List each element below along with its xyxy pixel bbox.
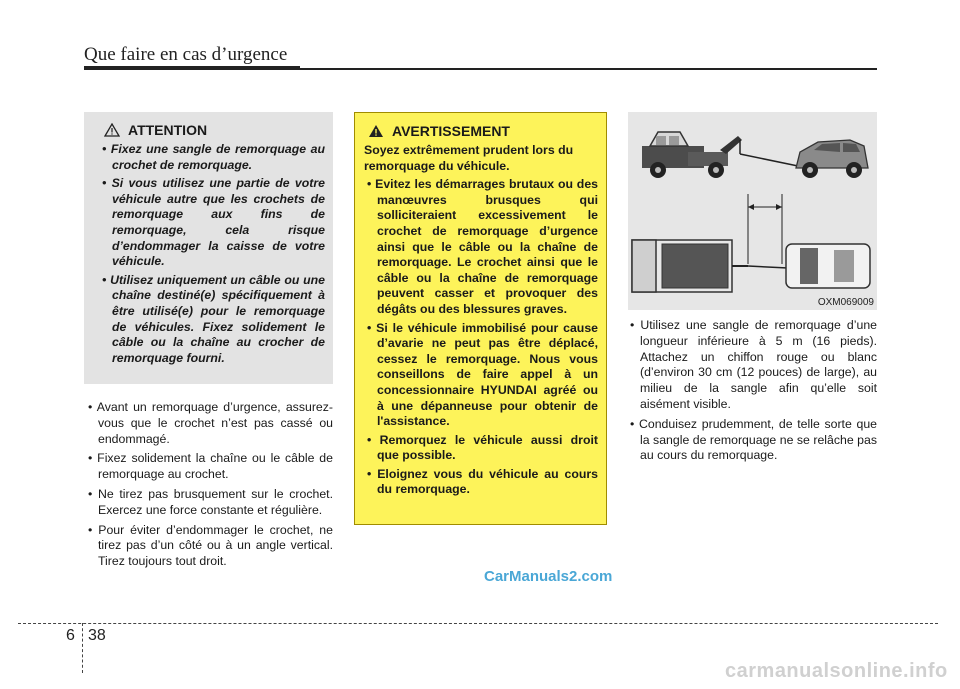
- attention-item: • Si vous utilisez une partie de votre véhicule autre que les crochets de remorquage aux fins de remorquage, cela risque d’endommager la caisse de votre véhicule.: [102, 176, 325, 269]
- header-rule-thick: [84, 66, 300, 70]
- attention-item: • Utilisez uniquement un câble ou une chaîne destiné(e) spécifiquement à être utilisé(e) pour le remorquage de véhicules. Fixez solidement le câble ou la chaîne au crocher de remorquage fourni.: [102, 272, 325, 365]
- left-bullet: • Fixez solidement la chaîne ou le câble de remorquage au crochet.: [88, 451, 333, 482]
- right-bullet-list: [626, 318, 877, 468]
- left-bullet: • Avant un remorquage d’urgence, assurez-vous que le crochet n’est pas cassé ou endommagé.: [88, 400, 333, 446]
- left-bullet-list: [84, 400, 333, 574]
- caution-triangle-icon: [104, 123, 120, 137]
- attention-item: • Fixez une sangle de remorquage au crochet de remorquage.: [102, 142, 325, 172]
- towing-diagram: [628, 112, 877, 310]
- figure-code: OXM069009: [817, 297, 874, 308]
- watermark-carmanuals2[interactable]: CarManuals2.com: [484, 568, 613, 585]
- warning-intro: Soyez extrêmement prudent lors du remorquage du véhicule.: [364, 143, 574, 173]
- warning-box: [354, 112, 607, 525]
- attention-list: [98, 142, 325, 366]
- page-header-title: Que faire en cas d’urgence: [84, 44, 288, 65]
- attention-box: [84, 112, 333, 384]
- warning-list: [364, 177, 598, 498]
- warning-item: • Remorquez le véhicule aussi droit que possible.: [367, 432, 598, 463]
- tow-truck-top-icon: [632, 240, 748, 292]
- header-rule-thin: [300, 68, 877, 70]
- attention-title: [98, 122, 325, 138]
- attention-title-text: ATTENTION: [128, 122, 208, 138]
- towed-suv-side-icon: [796, 140, 868, 178]
- left-bullet: • Ne tirez pas brusquement sur le crochet. Exercez une force constante et régulière.: [88, 486, 333, 517]
- footer-dashed-rule: [18, 623, 938, 624]
- towing-illustration: [628, 112, 877, 310]
- watermark-carmanualsonline: carmanualsonline.info: [725, 660, 948, 682]
- footer-vertical-dash: [82, 623, 83, 673]
- warning-item: • Si le véhicule immobilisé pour cause d’avarie ne peut pas être déplacé, cessez le remorquage. Nous vous conseillons de faire appel à un concessionnaire HYUNDAI agréé ou à une dépanneuse pour obtenir de l'assistance.: [367, 320, 598, 429]
- page-number: 38: [88, 627, 106, 644]
- left-bullet: • Pour éviter d’endommager le crochet, ne tirez pas d’un côté ou à un angle vertical. Tirez toujours tout droit.: [88, 522, 333, 569]
- right-bullet: • Conduisez prudemment, de telle sorte que la sangle de remorquage ne se relâche pas au cours du remorquage.: [630, 416, 877, 463]
- warning-title: [364, 123, 598, 139]
- warning-item: • Eloignez vous du véhicule au cours du remorquage.: [367, 466, 598, 497]
- towed-suv-top-icon: [786, 244, 870, 288]
- tow-truck-side-icon: [642, 132, 742, 178]
- warning-title-text: AVERTISSEMENT: [392, 123, 510, 139]
- warning-triangle-icon: [368, 124, 384, 138]
- section-number: 6: [66, 627, 75, 644]
- warning-item: • Evitez les démarrages brutaux ou des manœuvres brusques qui solliciteraient excessivement le crochet de remorquage d’urgence ainsi que le câble ou la chaîne de remorquage. Le crochet ainsi que le câble ou la chaîne de remorquage peuvent casser et provoquer des dégâts ou des blessures graves.: [367, 177, 598, 316]
- right-bullet: • Utilisez une sangle de remorquage d’une longueur inférieure à 5 m (16 pieds). Attachez un chiffon rouge ou blanc (d’environ 30 cm (12 pouces) de large), au milieu de la sangle afin qu’elle soit aisément visible.: [630, 318, 877, 411]
